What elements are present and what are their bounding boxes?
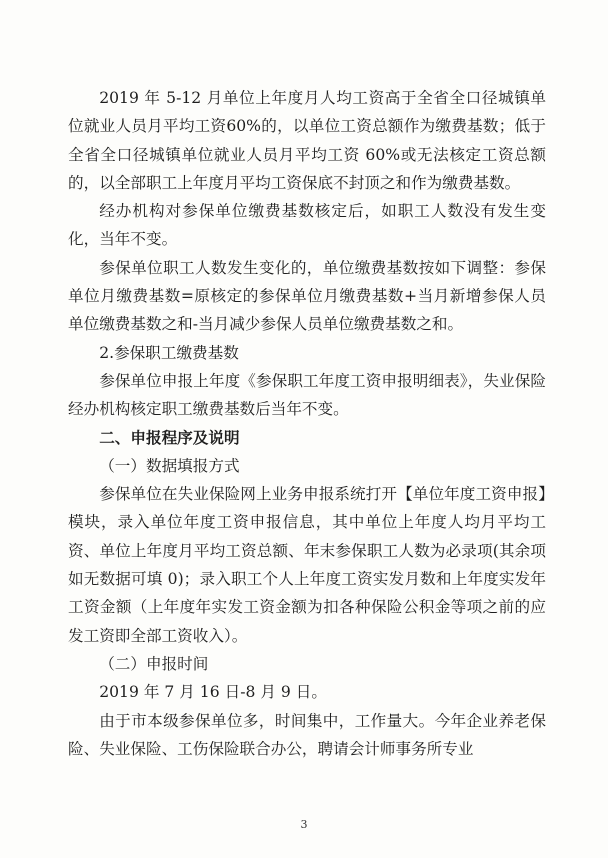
subheading-employee-base: 2.参保职工缴费基数 xyxy=(99,343,239,362)
paragraph-joint-office: 由于市本级参保单位多，时间集中，工作量大。今年企业养老保险、失业保险、工伤保险联合办公，聘请会计师事务所专业 xyxy=(68,711,546,758)
section-heading-procedure: 二、申报程序及说明 xyxy=(99,428,240,447)
paragraph-base-adjustment: 参保单位职工人数发生变化的，单位缴费基数按如下调整：参保单位月缴费基数=原核定的参保单位月缴费基数+当月新增参保人员单位缴费基数之和-当月减少参保人员单位缴费基数之和。 xyxy=(68,258,546,334)
paragraph-declaration-dates: 2019 年 7 月 16 日-8 月 9 日。 xyxy=(99,683,327,702)
paragraph-base-unchanged: 经办机构对参保单位缴费基数核定后，如职工人数没有发生变化，当年不变。 xyxy=(68,202,546,249)
paragraph-data-entry: 参保单位在失业保险网上业务申报系统打开【单位年度工资申报】模块，录入单位年度工资申报信息，其中单位上年度人均月平均工资、单位上年度月平均工资总额、年末参保职工人数为必录项(其余项如无数据可填 0)；录入职工个人上年度工资实发月数和上年度实发年工资金额（上年度年实发工资金额为扣各种保险公积金等项之前的应发工资即全部工资收入）。 xyxy=(68,485,546,645)
subheading-data-entry: （一）数据填报方式 xyxy=(99,456,240,475)
subheading-declaration-time: （二）申报时间 xyxy=(99,654,209,673)
document-body xyxy=(68,84,546,763)
paragraph-contribution-base-rule: 2019 年 5-12 月单位上年度月人均工资高于全省全口径城镇单位就业人员月平均工资60%的，以单位工资总额作为缴费基数；低于全省全口径城镇单位就业人员月平均工资 60%或无法核定工资总额的，以全部职工上年度月平均工资保底不封顶之和作为缴费基数。 xyxy=(68,89,546,192)
page-number: 3 xyxy=(300,818,308,831)
paragraph-employee-base: 参保单位申报上年度《参保职工年度工资申报明细表》，失业保险经办机构核定职工缴费基数后当年不变。 xyxy=(68,371,546,419)
